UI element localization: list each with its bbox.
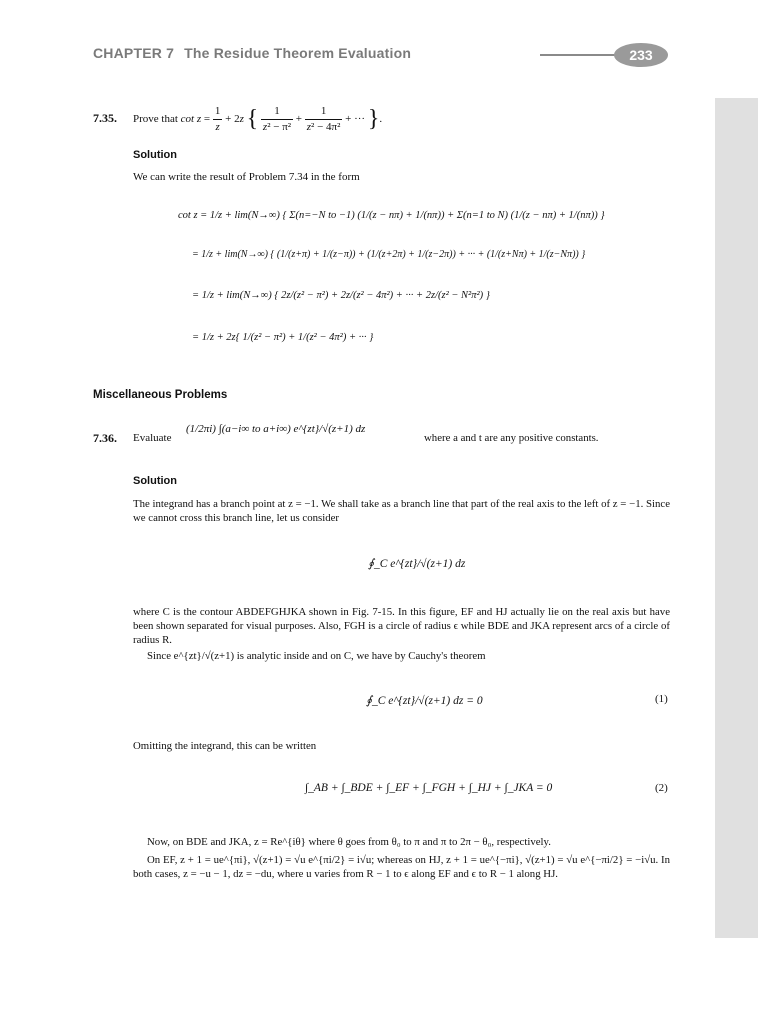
- equation-line-1: cot z = 1/z + lim(N→∞) { Σ(n=−N to −1) (1/(z − nπ) + 1/(nπ)) + Σ(n=1 to N) (1/(z − nπ) + 1/(nπ)) }: [178, 210, 605, 221]
- paragraph-omitting: Omitting the integrand, this can be written: [133, 740, 317, 752]
- page-side-strip: [715, 98, 758, 938]
- display-contour-integral: ∮_C e^{zt}/√(z+1) dz: [368, 558, 466, 570]
- paragraph-branch-point: The integrand has a branch point at z = −1. We shall take as a branch line that part of the real axis to the left of z = −1. Since we cannot cross this branch line, let us consider: [133, 498, 670, 524]
- equation-line-3: = 1/z + lim(N→∞) { 2z/(z² − π²) + 2z/(z² − 4π²) + ··· + 2z/(z² − N²π²) }: [192, 290, 490, 301]
- running-header: [93, 45, 411, 61]
- equation-line-4: = 1/z + 2z{ 1/(z² − π²) + 1/(z² − 4π²) + ··· }: [192, 332, 374, 343]
- paragraph-contour: where C is the contour ABDEFGHJKA shown in Fig. 7-15. In this figure, EF and HJ actually lie on the real axis but have been shown separated for visual purposes. Also, FGH is a circle of radius ϵ while BDE and JKA represent arcs of a circle of radius R.: [133, 606, 670, 646]
- evaluate-word: Evaluate: [133, 432, 172, 444]
- display-cauchy-equation: ∮_C e^{zt}/√(z+1) dz = 0: [366, 695, 483, 707]
- solution-heading: Solution: [133, 149, 177, 161]
- paragraph-branch-segments: On EF, z + 1 = ue^{πi}, √(z+1) = √u e^{πi/2} = i√u; whereas on HJ, z + 1 = ue^{−πi}, √(z+1) = √u e^{−πi/2} = −i√u. In both cases, z = −u − 1, dz = −du, where u varies from R − 1 to ϵ along EF and ϵ to R − 1 along HJ.: [133, 854, 670, 880]
- problem-number: 7.35.: [93, 111, 117, 125]
- equation-number-2: (2): [655, 782, 668, 794]
- page-number-badge: 233: [614, 43, 668, 67]
- problem-number-736: 7.36.: [93, 431, 117, 445]
- chapter-label: CHAPTER 7: [93, 45, 175, 61]
- statement-tail: where a and t are any positive constants.: [424, 432, 599, 444]
- solution-heading-736: Solution: [133, 475, 177, 487]
- equation-line-2: = 1/z + lim(N→∞) { (1/(z+π) + 1/(z−π)) + (1/(z+2π) + 1/(z−2π)) + ··· + (1/(z+Nπ) + 1/(z−Nπ)) }: [192, 249, 586, 260]
- paragraph-arcs: Now, on BDE and JKA, z = Re^{iθ} where θ goes from θ₀ to π and π to 2π − θ₀, respectively.: [147, 836, 551, 848]
- display-sum-of-integrals: ∫_AB + ∫_BDE + ∫_EF + ∫_FGH + ∫_HJ + ∫_JKA = 0: [305, 782, 553, 794]
- paragraph-cauchy: Since e^{zt}/√(z+1) is analytic inside and on C, we have by Cauchy's theorem: [147, 650, 486, 662]
- equation-number-1: (1): [655, 693, 668, 705]
- solution-intro: We can write the result of Problem 7.34 in the form: [133, 171, 360, 183]
- problem-statement-visual: Prove that cot z = $\frac{1}{z}$ + 2z { $\frac{1}{\text{z² − π²}}$ + $\frac{1}{\text{z² − 4π²}}$ + ··· }.: [133, 105, 383, 133]
- integral-expression: (1/2πi) ∫(a−i∞ to a+i∞) e^{zt}/√(z+1) dz: [186, 423, 366, 435]
- chapter-title: The Residue Theorem Evaluation: [184, 45, 412, 61]
- section-heading: Miscellaneous Problems: [93, 389, 228, 401]
